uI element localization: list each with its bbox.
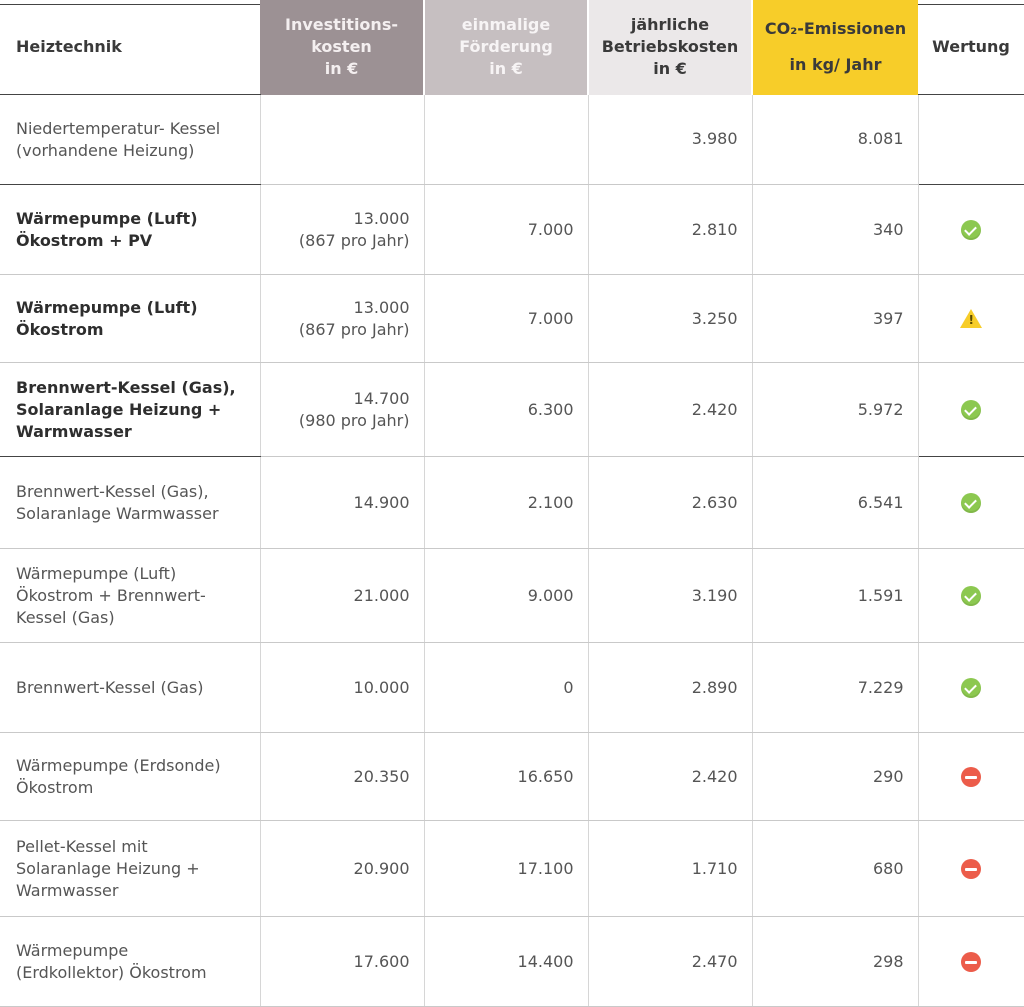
heiztechnik-line: Pellet-Kessel mit [16,836,148,856]
cell-investitionskosten [260,457,424,549]
cell-wertung [918,643,1024,733]
check-circle-icon [961,678,981,698]
cell-wertung [918,363,1024,457]
invest-value: 14.900 [353,492,410,512]
heiztechnik-line: (Erdkollektor) Ökostrom [16,962,207,982]
cell-wertung [918,185,1024,275]
heiztechnik-line: Wärmepumpe (Luft) [16,563,177,583]
cell-heiztechnik [0,733,260,821]
cell-heiztechnik [0,185,260,275]
heiztechnik-line: Wärmepumpe (Luft) [16,297,198,317]
cell-foerderung: 7.000 [424,275,588,363]
heiztechnik-line: Brennwert-Kessel (Gas) [16,677,204,697]
cell-betriebskosten: 2.470 [588,917,752,1007]
minus-circle-icon [961,859,981,879]
cell-wertung [918,917,1024,1007]
heiztechnik-line: Kessel (Gas) [16,607,115,627]
cell-wertung [918,457,1024,549]
cell-wertung [918,821,1024,917]
cell-heiztechnik [0,549,260,643]
cell-heiztechnik [0,95,260,185]
cell-investitionskosten [260,821,424,917]
heiztechnik-line: Brennwert-Kessel (Gas), [16,481,209,501]
invest-value: 21.000 [353,585,410,605]
header-bet-line1: jährliche [630,15,710,35]
invest-per-year: (867 pro Jahr) [298,230,410,250]
header-row [0,0,1024,95]
table-row [0,549,1024,643]
heiztechnik-line: Wärmepumpe [16,940,129,960]
table-row [0,821,1024,917]
cell-wertung [918,275,1024,363]
cell-foerderung [424,95,588,185]
cell-betriebskosten: 2.890 [588,643,752,733]
header-foe-line2: Förderung [459,37,553,57]
cell-foerderung: 16.650 [424,733,588,821]
minus-circle-icon [961,952,981,972]
header-betriebskosten [588,0,752,95]
heiztechnik-line: Solaranlage Heizung + [16,858,200,878]
invest-per-year: (867 pro Jahr) [298,319,410,339]
cell-heiztechnik [0,363,260,457]
header-wertung: Wertung [918,0,1024,95]
heiztechnik-line: Solaranlage Heizung + [16,399,222,419]
table-row [0,185,1024,275]
heiztechnik-line: Warmwasser [16,421,132,441]
cell-investitionskosten [260,643,424,733]
heiztechnik-line: Wärmepumpe (Luft) [16,208,198,228]
check-circle-icon [961,586,981,606]
cell-co2: 6.541 [752,457,918,549]
invest-per-year: (980 pro Jahr) [298,410,410,430]
cell-co2: 5.972 [752,363,918,457]
cell-co2: 680 [752,821,918,917]
invest-value: 13.000 [353,297,410,317]
cell-co2: 8.081 [752,95,918,185]
header-foe-line1: einmalige [461,15,551,35]
heiztechnik-line: Niedertemperatur- Kessel [16,118,221,138]
table-row [0,275,1024,363]
cell-foerderung: 9.000 [424,549,588,643]
header-foe-line3: in € [489,59,523,79]
cell-investitionskosten [260,275,424,363]
cell-co2: 290 [752,733,918,821]
cell-betriebskosten: 2.420 [588,733,752,821]
cell-foerderung: 2.100 [424,457,588,549]
heiztechnik-line: Ökostrom + PV [16,230,153,250]
cell-co2: 340 [752,185,918,275]
cell-investitionskosten [260,95,424,185]
cell-investitionskosten [260,917,424,1007]
invest-value: 17.600 [353,951,410,971]
cell-heiztechnik [0,457,260,549]
header-co2-emissionen [752,0,918,95]
cell-investitionskosten [260,549,424,643]
table-row [0,917,1024,1007]
cell-betriebskosten: 3.980 [588,95,752,185]
header-inv-line3: in € [324,59,359,79]
cell-betriebskosten: 3.250 [588,275,752,363]
cell-co2: 7.229 [752,643,918,733]
heiztechnik-line: (vorhandene Heizung) [16,140,195,160]
cell-wertung [918,733,1024,821]
heiztechnik-line: Ökostrom [16,777,94,797]
cell-heiztechnik [0,275,260,363]
cell-foerderung: 0 [424,643,588,733]
cell-foerderung: 17.100 [424,821,588,917]
header-inv-line2: kosten [311,37,372,57]
table-row [0,643,1024,733]
warning-triangle-icon [960,309,982,329]
cell-foerderung: 14.400 [424,917,588,1007]
table-row [0,363,1024,457]
cell-co2: 298 [752,917,918,1007]
cell-foerderung: 6.300 [424,363,588,457]
heiztechnik-line: Ökostrom [16,319,104,339]
minus-circle-icon [961,767,981,787]
cell-betriebskosten: 2.630 [588,457,752,549]
heiztechnik-line: Warmwasser [16,880,119,900]
cell-co2: 397 [752,275,918,363]
table-row [0,95,1024,185]
cell-investitionskosten [260,185,424,275]
heiztechnik-line: Brennwert-Kessel (Gas), [16,377,236,397]
cell-investitionskosten [260,733,424,821]
cell-betriebskosten: 1.710 [588,821,752,917]
invest-value: 10.000 [353,677,410,697]
header-investitionskosten [260,0,424,95]
header-inv-line1: Investitions- [285,15,398,35]
cell-co2: 1.591 [752,549,918,643]
cell-betriebskosten: 2.420 [588,363,752,457]
invest-value: 20.900 [353,858,410,878]
table-row [0,457,1024,549]
cell-foerderung: 7.000 [424,185,588,275]
check-circle-icon [961,400,981,420]
table-row [0,733,1024,821]
heiztechnik-line: Wärmepumpe (Erdsonde) [16,755,221,775]
invest-value: 13.000 [353,208,410,228]
cell-heiztechnik [0,643,260,733]
invest-value: 14.700 [353,388,410,408]
header-heiztechnik: Heiztechnik [0,0,260,95]
check-circle-icon [961,220,981,240]
cell-investitionskosten [260,363,424,457]
header-co2-line2: in kg/ Jahr [789,55,882,75]
cell-betriebskosten: 3.190 [588,549,752,643]
header-bet-line3: in € [653,59,687,79]
cell-heiztechnik [0,821,260,917]
cell-betriebskosten: 2.810 [588,185,752,275]
cell-wertung [918,95,1024,185]
header-foerderung [424,0,588,95]
cell-heiztechnik [0,917,260,1007]
heiztechnik-line: Ökostrom + Brennwert- [16,585,206,605]
check-circle-icon [961,493,981,513]
header-bet-line2: Betriebskosten [601,37,739,57]
header-co2-line1: CO₂-Emissionen [764,19,907,39]
invest-value: 20.350 [353,766,410,786]
heiztechnik-line: Solaranlage Warmwasser [16,503,219,523]
cell-wertung [918,549,1024,643]
